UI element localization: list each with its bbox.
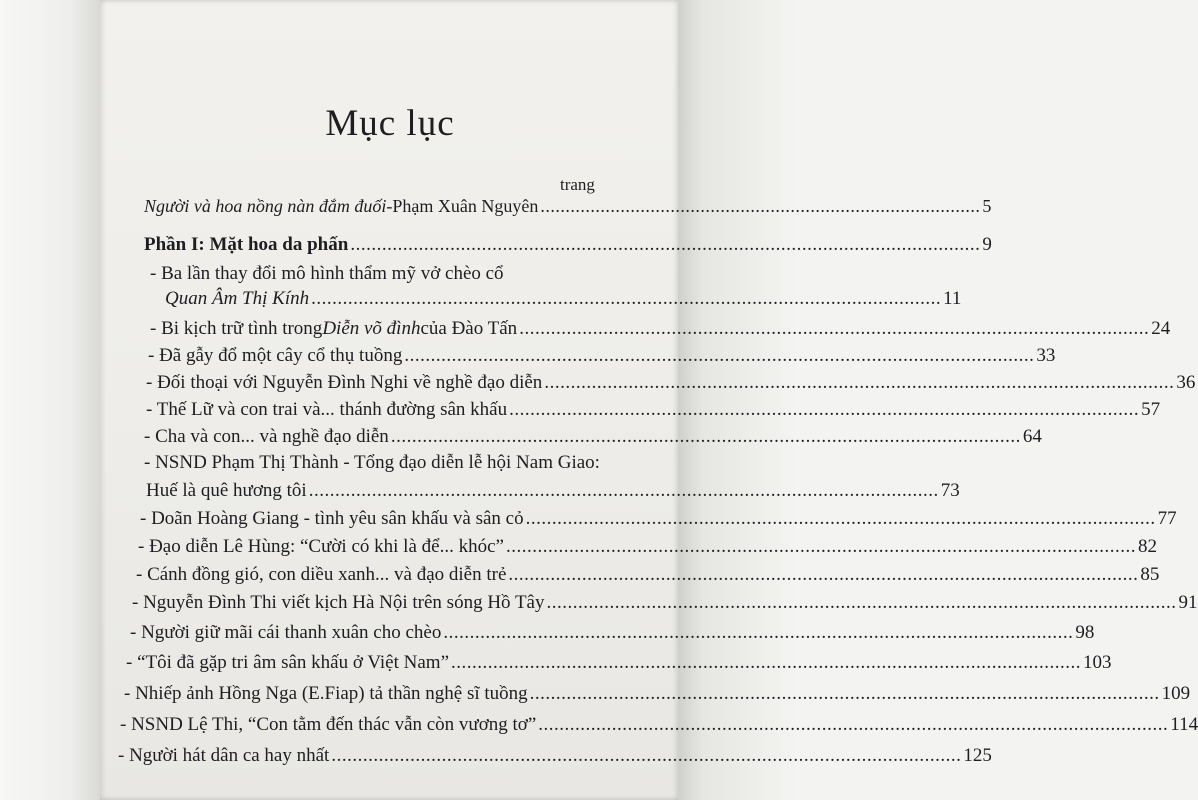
toc-intro-sep: -: [386, 196, 393, 216]
toc-entry-text: - NSND Lệ Thi, “Con tằm đến thác vẫn còn vương tơ”: [120, 714, 537, 735]
toc-entry-page: 24: [1151, 318, 1171, 339]
toc-entry-page: 57: [1141, 399, 1161, 420]
toc-entry: - Người giữ mãi cái thanh xuân cho chèo ........................................................................................................................ 98: [130, 622, 1095, 643]
toc-entry: - NSND Lệ Thi, “Con tằm đến thác vẫn còn vương tơ” ........................................................................................................................ 114: [120, 714, 1198, 735]
toc-entry: - Nhiếp ảnh Hồng Nga (E.Fiap) tả thần nghệ sĩ tuồng ........................................................................................................................ 109: [124, 683, 1191, 704]
toc-entry-page: 64: [1022, 426, 1042, 447]
toc-entry-line1: - NSND Phạm Thị Thành - Tổng đạo diễn lễ hội Nam Giao:: [144, 452, 600, 473]
toc-entry-page: 109: [1161, 683, 1191, 704]
toc-part-page: 9: [982, 234, 992, 255]
toc-entry-text: - Đạo diễn Lê Hùng: “Cười có khi là để... khóc”: [138, 536, 504, 557]
toc-entry: - Thế Lữ và con trai và... thánh đường sân khấu ........................................................................................................................ 57: [146, 399, 1161, 420]
toc-entry-text: - Nguyễn Đình Thi viết kịch Hà Nội trên sóng Hồ Tây: [132, 592, 545, 613]
toc-entry: - Nguyễn Đình Thi viết kịch Hà Nội trên sóng Hồ Tây ........................................................................................................................ 91: [132, 592, 1198, 613]
toc-entry-page: 125: [963, 745, 992, 766]
toc-entry-text-post: của Đào Tấn: [420, 318, 518, 339]
toc-entry: Huế là quê hương tôi ........................................................................................................................ 73: [146, 480, 960, 501]
toc-part-label: Phần I: Mặt hoa da phấn: [144, 234, 349, 255]
page-title: Mục lục: [325, 103, 455, 144]
toc-entry-text: - Cha và con... và nghề đạo diễn: [144, 426, 389, 447]
toc-entry: - Cánh đồng gió, con diều xanh... và đạo diễn trẻ ........................................................................................................................ 85: [136, 564, 1160, 585]
toc-entry: - “Tôi đã gặp tri âm sân khấu ở Việt Nam” ........................................................................................................................ 103: [126, 652, 1112, 673]
toc-intro: Người và hoa nồng nàn đắm đuối - Phạm Xuân Nguyên ........................................................................................ 5: [144, 196, 992, 216]
toc-entry-page: 73: [940, 480, 960, 501]
toc-entry: - Đối thoại với Nguyễn Đình Nghi về nghề đạo diễn ........................................................................................................................ 36: [146, 372, 1196, 393]
toc-entry: - Đạo diễn Lê Hùng: “Cười có khi là để... khóc” ........................................................................................................................ 82: [138, 536, 1157, 557]
toc-entry-text: - Cánh đồng gió, con diều xanh... và đạo diễn trẻ: [136, 564, 507, 585]
toc-entry-text: - Đối thoại với Nguyễn Đình Nghi về nghề đạo diễn: [146, 372, 543, 393]
toc-intro-page: 5: [982, 196, 992, 216]
toc-entry-text: - Người hát dân ca hay nhất: [118, 745, 330, 766]
toc-entry-text: - Người giữ mãi cái thanh xuân cho chèo: [130, 622, 442, 643]
toc-entry: - Người hát dân ca hay nhất ........................................................................................................................ 125: [118, 745, 992, 766]
toc-entry-line2: Huế là quê hương tôi: [146, 480, 307, 501]
toc-entry: - Doãn Hoàng Giang - tình yêu sân khấu và sân cỏ ........................................................................................................................ 77: [140, 508, 1177, 529]
toc-entry-page: 36: [1176, 372, 1196, 393]
toc-entry: Quan Âm Thị Kính ........................................................................................................................ 11: [165, 288, 962, 309]
toc-entry-text: - Đã gẫy đổ một cây cổ thụ tuồng: [148, 345, 403, 366]
toc-entry-page: 82: [1137, 536, 1157, 557]
toc-entry-text-italic: Diễn võ đình: [322, 318, 421, 339]
toc-entry-text: - Nhiếp ảnh Hồng Nga (E.Fiap) tả thần nghệ sĩ tuồng: [124, 683, 528, 704]
toc-entry-page: 98: [1075, 622, 1095, 643]
toc-intro-author: Phạm Xuân Nguyên: [392, 196, 539, 216]
toc-entry: - Cha và con... và nghề đạo diễn ........................................................................................................................ 64: [144, 426, 1042, 447]
toc-intro-title: Người và hoa nồng nàn đắm đuối: [144, 196, 387, 216]
book-spine: [0, 0, 100, 800]
toc-entry-page: 91: [1178, 592, 1198, 613]
page-column-label: trang: [560, 175, 595, 194]
toc-entry-text: - Thế Lữ và con trai và... thánh đường sân khấu: [146, 399, 508, 420]
toc-entry: - Đã gẫy đổ một cây cổ thụ tuồng ........................................................................................................................ 33: [148, 345, 1056, 366]
toc-entry-page: 11: [943, 288, 962, 309]
toc-entry: - Bi kịch trữ tình trong Diễn võ đình của Đào Tấn ........................................................................................................................ 24: [150, 318, 1171, 339]
toc-entry-line1: - Ba lần thay đổi mô hình thẩm mỹ vở chèo cổ: [150, 263, 504, 284]
toc-entry-line2: Quan Âm Thị Kính: [165, 288, 310, 309]
toc-entry-page: 103: [1083, 652, 1112, 673]
toc-entry-page: 33: [1036, 345, 1056, 366]
toc-entry-page: 77: [1157, 508, 1177, 529]
toc-entry-text: - Doãn Hoàng Giang - tình yêu sân khấu và sân cỏ: [140, 508, 524, 529]
toc-entry-page: 85: [1140, 564, 1160, 585]
toc-entry-text-pre: - Bi kịch trữ tình trong: [150, 318, 323, 339]
toc-entry-page: 114: [1170, 714, 1198, 735]
toc-entry-text: - “Tôi đã gặp tri âm sân khấu ở Việt Nam”: [126, 652, 450, 673]
toc-part-heading: Phần I: Mặt hoa da phấn ........................................................................................................................ 9: [144, 234, 992, 255]
